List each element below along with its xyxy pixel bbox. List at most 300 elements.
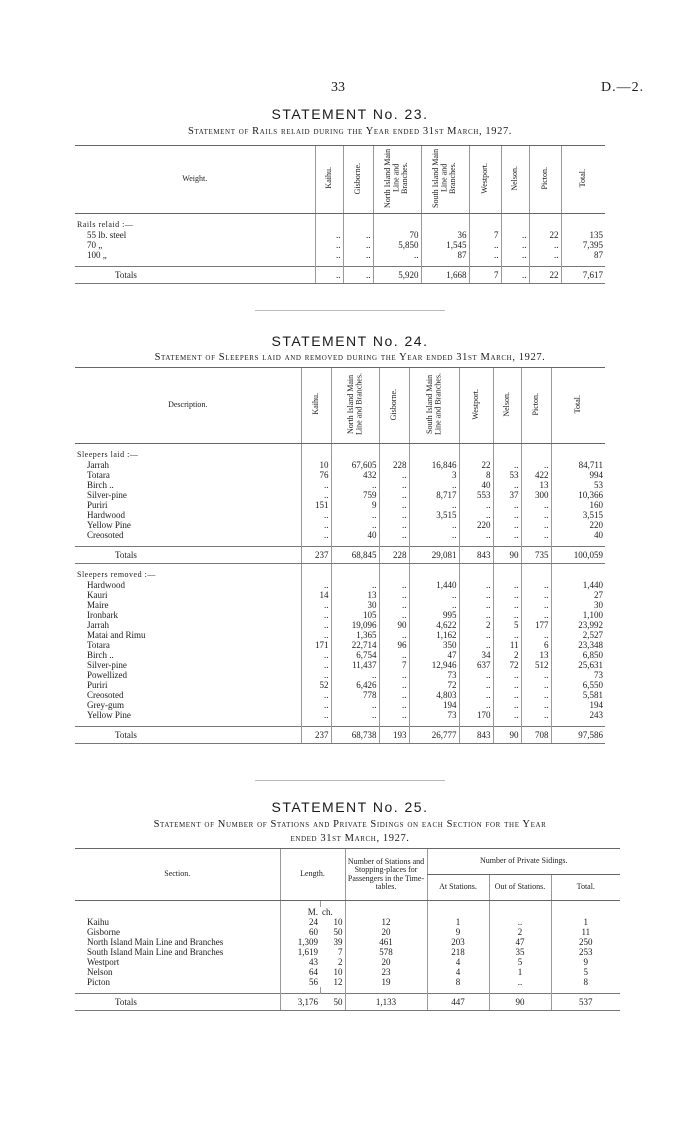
cell-value: .. [379, 580, 409, 590]
cell-value: 447 [427, 994, 489, 1011]
cell-value: 1,440 [551, 580, 605, 590]
cell-value: .. [489, 917, 551, 927]
cell-value: 243 [551, 710, 605, 720]
cell-value: 20 [345, 957, 427, 967]
cell-value: 73 [409, 670, 459, 680]
cell-value: 194 [409, 700, 459, 710]
cell-value: .. [521, 460, 551, 470]
cell-value: .. [521, 670, 551, 680]
row-label: 70 „ [87, 240, 103, 250]
row-label: Puriri [87, 680, 108, 690]
cell-value: .. [521, 500, 551, 510]
col-total: Total. [551, 875, 620, 901]
col-south-island: South Island Main Line and Branches. [409, 368, 459, 444]
cell-value: .. [331, 580, 379, 590]
cell-value: 553 [459, 490, 493, 500]
totals-label: Totals [75, 994, 280, 1011]
cell-value: 76 [301, 470, 331, 480]
cell-value: 90 [493, 547, 521, 564]
cell-value: .. [379, 510, 409, 520]
cell-value: 47 [489, 937, 551, 947]
table-row [75, 250, 605, 260]
cell-value: .. [493, 510, 521, 520]
section-label-row [75, 220, 605, 230]
row-label: Grey-gum [87, 700, 124, 710]
cell-value: 1 [427, 917, 489, 927]
cell-value: 19 [345, 977, 427, 987]
totals-label: Totals [75, 267, 315, 284]
cell-value: 537 [551, 994, 620, 1011]
cell-value: 300 [521, 490, 551, 500]
cell-value: 1,133 [345, 994, 427, 1011]
cell-value: .. [489, 977, 551, 987]
row-label: Kauri [87, 590, 108, 600]
cell-value: 2 [459, 620, 493, 630]
cell-value: .. [409, 600, 459, 610]
cell-value: .. [409, 520, 459, 530]
statement-25-table [75, 848, 620, 1011]
table-row [75, 530, 605, 540]
cell-value: .. [459, 600, 493, 610]
cell-value: 193 [379, 727, 409, 744]
cell-value: .. [521, 690, 551, 700]
cell-value: 73 [551, 670, 605, 680]
cell-value: .. [459, 700, 493, 710]
table-row [75, 650, 605, 660]
section-sleepers-removed: Sleepers removed :— [77, 570, 156, 579]
cell-value: 34 [459, 650, 493, 660]
cell-value: 13 [521, 480, 551, 490]
cell-value: 52 [301, 680, 331, 690]
cell-value: .. [529, 240, 561, 250]
cell-value: 11 [551, 927, 620, 937]
cell-value: 68,738 [331, 727, 379, 744]
cell-value: .. [343, 230, 373, 240]
cell-value: .. [379, 530, 409, 540]
row-label: Silver-pine [87, 490, 127, 500]
row-label: Kaihu [87, 917, 109, 927]
statement-25-title: STATEMENT No. 25. [271, 799, 429, 815]
cell-value: .. [493, 480, 521, 490]
cell-value: 40 [459, 480, 493, 490]
row-label: Jarrah [87, 460, 109, 470]
cell-value: .. [459, 670, 493, 680]
cell-value: 23 [345, 967, 427, 977]
cell-value: 13 [331, 590, 379, 600]
cell-value: .. [331, 480, 379, 490]
cell-value: .. [493, 710, 521, 720]
table-row [75, 590, 605, 600]
statement-23-subtitle: Statement of Rails relaid during the Year ended 31st March, 1927. [187, 126, 513, 137]
cell-value: 56 [280, 977, 320, 987]
cell-value: 7 [469, 267, 501, 284]
cell-value: .. [469, 250, 501, 260]
cell-value: .. [379, 490, 409, 500]
row-label: 55 lb. steel [87, 230, 127, 240]
col-weight: Weight. [75, 146, 315, 214]
cell-value: 7 [379, 660, 409, 670]
cell-value: .. [459, 680, 493, 690]
row-label: Creosoted [87, 530, 124, 540]
cell-value: .. [459, 580, 493, 590]
cell-value: 735 [521, 547, 551, 564]
table-row [75, 927, 620, 937]
cell-value: 432 [331, 470, 379, 480]
cell-value: .. [459, 690, 493, 700]
cell-value: 4 [427, 967, 489, 977]
section-label-row [75, 570, 605, 580]
col-total: Total. [561, 146, 605, 214]
cell-value: 994 [551, 470, 605, 480]
col-private-sidings: Number of Private Sidings. [427, 849, 620, 875]
table-row [75, 510, 605, 520]
statement-24-title: STATEMENT No. 24. [271, 333, 429, 349]
cell-value: .. [459, 510, 493, 520]
cell-value: 1,100 [551, 610, 605, 620]
table-row [75, 600, 605, 610]
cell-value: .. [521, 700, 551, 710]
row-label: Westport [87, 957, 120, 967]
cell-value: 6,550 [551, 680, 605, 690]
col-gisborne: Gisborne. [343, 146, 373, 214]
cell-value: 6,754 [331, 650, 379, 660]
cell-value: 4,622 [409, 620, 459, 630]
cell-value: 73 [409, 710, 459, 720]
cell-value: 5 [493, 620, 521, 630]
cell-value: 47 [409, 650, 459, 660]
cell-value: 11,437 [331, 660, 379, 670]
table-row [75, 460, 605, 470]
cell-value: .. [501, 240, 529, 250]
cell-value: 72 [409, 680, 459, 690]
cell-value: 843 [459, 547, 493, 564]
cell-value: 87 [561, 250, 605, 260]
cell-value: .. [331, 510, 379, 520]
cell-value: .. [301, 520, 331, 530]
cell-value: 90 [489, 994, 551, 1011]
cell-value: 22 [529, 267, 561, 284]
cell-value: 97,586 [551, 727, 605, 744]
cell-value: 160 [551, 500, 605, 510]
cell-value: .. [493, 500, 521, 510]
row-label: Matai and Rimu [87, 630, 146, 640]
table-row [75, 700, 605, 710]
row-label: Yellow Pine [87, 710, 131, 720]
cell-value: .. [315, 267, 343, 284]
cell-value: 100,059 [551, 547, 605, 564]
cell-value: 2 [338, 957, 343, 967]
cell-value: 50 [320, 994, 345, 1011]
cell-value: 1,162 [409, 630, 459, 640]
cell-value: .. [521, 610, 551, 620]
col-westport: Westport. [469, 146, 501, 214]
cell-value: 39 [333, 937, 343, 947]
unit-chains: ch. [322, 907, 333, 917]
page-header [0, 80, 700, 96]
table-row [75, 967, 620, 977]
cell-value: .. [343, 267, 373, 284]
cell-value: .. [521, 510, 551, 520]
table-row [75, 977, 620, 987]
cell-value: .. [409, 530, 459, 540]
cell-value: 203 [427, 937, 489, 947]
cell-value: 171 [301, 640, 331, 650]
cell-value: 13 [521, 650, 551, 660]
cell-value: 461 [345, 937, 427, 947]
cell-value: .. [379, 710, 409, 720]
table-row [75, 500, 605, 510]
cell-value: .. [379, 680, 409, 690]
cell-value: 22 [459, 460, 493, 470]
cell-value: 7,617 [561, 267, 605, 284]
cell-value: .. [379, 650, 409, 660]
cell-value: .. [373, 250, 421, 260]
cell-value: .. [529, 250, 561, 260]
cell-value: 708 [521, 727, 551, 744]
cell-value: 5,850 [373, 240, 421, 250]
row-label: Powellized [87, 670, 127, 680]
cell-value: 11 [493, 640, 521, 650]
cell-value: 26,777 [409, 727, 459, 744]
statement-25-subtitle-line2: ended 31st March, 1927. [290, 833, 410, 844]
page-number: 33 [331, 80, 345, 95]
cell-value: 220 [459, 520, 493, 530]
cell-value: 10 [333, 967, 343, 977]
totals-label: Totals [75, 727, 301, 744]
cell-value: 24 [280, 917, 320, 927]
table-row [75, 240, 605, 250]
row-label: Birch .. [87, 650, 114, 660]
cell-value: 194 [551, 700, 605, 710]
cell-value: 10,366 [551, 490, 605, 500]
cell-value: 253 [551, 947, 620, 957]
cell-value: 5 [489, 957, 551, 967]
cell-value: 96 [379, 640, 409, 650]
cell-value: 995 [409, 610, 459, 620]
row-label: Hardwood [87, 510, 125, 520]
row-label: Gisborne [87, 927, 120, 937]
totals-row [75, 267, 605, 284]
cell-value: .. [493, 690, 521, 700]
cell-value: .. [379, 470, 409, 480]
row-label: Hardwood [87, 580, 125, 590]
table-row [75, 957, 620, 967]
cell-value: 778 [331, 690, 379, 700]
cell-value: .. [493, 630, 521, 640]
cell-value: .. [521, 630, 551, 640]
cell-value: 30 [551, 600, 605, 610]
cell-value: 5,581 [551, 690, 605, 700]
cell-value: .. [493, 520, 521, 530]
cell-value: 759 [331, 490, 379, 500]
cell-value: 3,515 [551, 510, 605, 520]
cell-value: 1,365 [331, 630, 379, 640]
cell-value: .. [493, 600, 521, 610]
cell-value: .. [301, 700, 331, 710]
cell-value: 27 [551, 590, 605, 600]
cell-value: .. [379, 600, 409, 610]
cell-value: 1 [551, 917, 620, 927]
cell-value: .. [521, 580, 551, 590]
cell-value: 16,846 [409, 460, 459, 470]
cell-value: 3,515 [409, 510, 459, 520]
col-section: Section. [75, 849, 280, 901]
cell-value: 70 [373, 230, 421, 240]
cell-value: 84,711 [551, 460, 605, 470]
cell-value: 2,527 [551, 630, 605, 640]
cell-value: 578 [345, 947, 427, 957]
cell-value: 3 [409, 470, 459, 480]
table-row [75, 630, 605, 640]
cell-value: 135 [561, 230, 605, 240]
cell-value: 29,081 [409, 547, 459, 564]
cell-value: 2 [493, 650, 521, 660]
cell-value: 4,803 [409, 690, 459, 700]
cell-value: .. [493, 670, 521, 680]
cell-value: .. [409, 500, 459, 510]
table-row [75, 690, 605, 700]
cell-value: 170 [459, 710, 493, 720]
cell-value: .. [493, 700, 521, 710]
cell-value: .. [493, 460, 521, 470]
cell-value: 64 [280, 967, 320, 977]
cell-value: .. [459, 640, 493, 650]
cell-value: 40 [331, 530, 379, 540]
cell-value: .. [521, 520, 551, 530]
row-label: Silver-pine [87, 660, 127, 670]
cell-value: 22,714 [331, 640, 379, 650]
cell-value: 12 [333, 977, 343, 987]
cell-value: .. [493, 580, 521, 590]
col-nelson: Nelson. [493, 368, 521, 444]
cell-value: 68,845 [331, 547, 379, 564]
cell-value: .. [379, 670, 409, 680]
cell-value: 14 [301, 590, 331, 600]
cell-value: .. [409, 590, 459, 600]
cell-value: .. [459, 610, 493, 620]
cell-value: 8,717 [409, 490, 459, 500]
statement-23-table [75, 145, 605, 284]
table-row [75, 620, 605, 630]
row-label: Birch .. [87, 480, 114, 490]
cell-value: 12 [345, 917, 427, 927]
cell-value: .. [301, 580, 331, 590]
cell-value: 90 [493, 727, 521, 744]
cell-value: .. [501, 267, 529, 284]
col-north-island: North Island Main Line and Branches. [331, 368, 379, 444]
unit-miles: M. [280, 907, 320, 917]
cell-value: 7 [469, 230, 501, 240]
table-row [75, 580, 605, 590]
cell-value: .. [409, 480, 459, 490]
statement-23-title: STATEMENT No. 23. [271, 106, 429, 122]
cell-value: .. [521, 530, 551, 540]
cell-value: .. [301, 630, 331, 640]
cell-value: 1,440 [409, 580, 459, 590]
cell-value: 72 [493, 660, 521, 670]
cell-value: .. [379, 480, 409, 490]
cell-value: .. [493, 530, 521, 540]
table-row [75, 640, 605, 650]
table-row [75, 520, 605, 530]
cell-value: .. [379, 610, 409, 620]
cell-value: 37 [493, 490, 521, 500]
cell-value: 4 [427, 957, 489, 967]
cell-value: .. [331, 670, 379, 680]
cell-value: 250 [551, 937, 620, 947]
cell-value: .. [493, 590, 521, 600]
cell-value: 9 [551, 957, 620, 967]
cell-value: 6,426 [331, 680, 379, 690]
col-kaihu: Kaihu. [301, 368, 331, 444]
cell-value: 177 [521, 620, 551, 630]
cell-value: .. [301, 490, 331, 500]
cell-value: 9 [331, 500, 379, 510]
table-row [75, 610, 605, 620]
statement-24-subtitle: Statement of Sleepers laid and removed during the Year ended 31st March, 1927. [154, 352, 546, 363]
cell-value: .. [331, 710, 379, 720]
cell-value: 19,096 [331, 620, 379, 630]
cell-value: .. [459, 630, 493, 640]
cell-value: .. [379, 700, 409, 710]
units-row [75, 907, 620, 917]
cell-value: 5 [551, 967, 620, 977]
cell-value: 512 [521, 660, 551, 670]
table-row [75, 470, 605, 480]
row-label: Jarrah [87, 620, 109, 630]
row-label: North Island Main Line and Branches [87, 937, 224, 947]
cell-value: 8 [551, 977, 620, 987]
cell-value: 237 [301, 727, 331, 744]
table-row [75, 680, 605, 690]
row-label: Totara [87, 470, 110, 480]
cell-value: .. [493, 610, 521, 620]
cell-value: .. [301, 600, 331, 610]
cell-value: .. [521, 590, 551, 600]
cell-value: .. [301, 690, 331, 700]
cell-value: .. [343, 250, 373, 260]
totals-row [75, 727, 605, 744]
col-description: Description. [75, 368, 301, 444]
cell-value: 5,920 [373, 267, 421, 284]
cell-value: 25,631 [551, 660, 605, 670]
row-label: Puriri [87, 500, 108, 510]
cell-value: 23,992 [551, 620, 605, 630]
cell-value: 218 [427, 947, 489, 957]
statement-24-table [75, 367, 605, 744]
cell-value: 237 [301, 547, 331, 564]
col-at-stations: At Stations. [427, 875, 489, 901]
cell-value: 228 [379, 460, 409, 470]
cell-value: 6 [521, 640, 551, 650]
table-row [75, 490, 605, 500]
cell-value: 20 [345, 927, 427, 937]
cell-value: 228 [379, 547, 409, 564]
col-south-island: South Island Main Line and Branches. [421, 146, 469, 214]
cell-value: 843 [459, 727, 493, 744]
cell-value: 60 [280, 927, 320, 937]
cell-value: .. [379, 630, 409, 640]
cell-value: 1,619 [280, 947, 320, 957]
cell-value: .. [343, 240, 373, 250]
cell-value: .. [469, 240, 501, 250]
cell-value: 67,605 [331, 460, 379, 470]
cell-value: 23,348 [551, 640, 605, 650]
cell-value: .. [379, 690, 409, 700]
cell-value: 9 [427, 927, 489, 937]
row-label: Ironbark [87, 610, 118, 620]
row-label: Maire [87, 600, 109, 610]
